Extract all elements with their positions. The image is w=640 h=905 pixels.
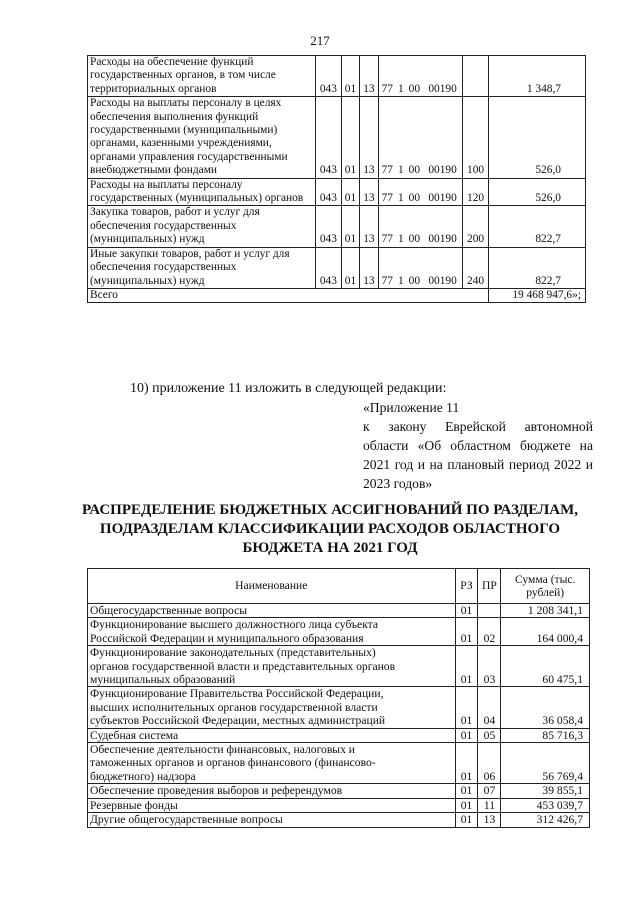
pr-code: 13 — [478, 813, 501, 827]
csr-direction: 00190 — [423, 247, 463, 288]
csr-direction: 00190 — [423, 206, 463, 247]
row-amount: 526,0 — [488, 97, 585, 178]
row-amount: 312 426,7 — [501, 813, 590, 827]
table-row — [88, 618, 590, 646]
table-row — [88, 646, 590, 687]
pr-code: 05 — [478, 728, 501, 742]
rz-code: 01 — [341, 97, 359, 178]
vr-code: 200 — [463, 206, 489, 247]
pr-code: 13 — [360, 247, 378, 288]
csr-main: 00 — [406, 247, 423, 288]
table-row — [88, 178, 586, 206]
csr-subprogram: 1 — [396, 247, 406, 288]
row-amount: 56 769,4 — [501, 743, 590, 784]
csr-direction: 00190 — [423, 97, 463, 178]
csr-main: 00 — [406, 56, 423, 97]
header-amount: Сумма (тыс. рублей) — [501, 569, 590, 604]
row-amount: 1 348,7 — [488, 56, 585, 97]
table-row — [88, 743, 590, 784]
table-row — [88, 247, 586, 288]
row-name: Функционирование Правительства Российской Федерации, высших исполнительных органов государственной власти субъектов Российской Федерации, местных администраций — [88, 687, 456, 728]
csr-program: 77 — [378, 178, 396, 206]
vr-code: 100 — [463, 97, 489, 178]
rz-code: 01 — [455, 646, 478, 687]
vr-code: 120 — [463, 178, 489, 206]
row-name: Обеспечение деятельности финансовых, налоговых и таможенных органов и органов финансового (финансово- бюджетного) надзора — [88, 743, 456, 784]
table-row — [88, 687, 590, 728]
table-row — [88, 206, 586, 247]
row-amount: 453 039,7 — [501, 798, 590, 812]
row-name: Общегосударственные вопросы — [88, 604, 456, 618]
row-name: Закупка товаров, работ и услуг для обеспечения государственных (муниципальных) нужд — [88, 206, 316, 247]
row-amount: 60 475,1 — [501, 646, 590, 687]
row-name: Расходы на выплаты персоналу государственных (муниципальных) органов — [88, 178, 316, 206]
row-amount: 526,0 — [488, 178, 585, 206]
total-row — [88, 288, 586, 302]
rz-code: 01 — [455, 798, 478, 812]
row-name: Функционирование законодательных (представительных) органов государственной власти и представительных органов муниципальных образований — [88, 646, 456, 687]
row-name: Резервные фонды — [88, 798, 456, 812]
csr-program: 77 — [378, 56, 396, 97]
pr-code: 13 — [360, 97, 378, 178]
csr-program: 77 — [378, 247, 396, 288]
pr-code: 13 — [360, 178, 378, 206]
table-row — [88, 728, 590, 742]
row-name: Расходы на обеспечение функций государственных органов, в том числе территориальных органов — [88, 56, 316, 97]
allocation-table — [87, 568, 590, 828]
ved-code: 043 — [316, 56, 342, 97]
total-amount: 19 468 947,6»; — [488, 288, 585, 302]
csr-subprogram: 1 — [396, 178, 406, 206]
pr-code: 11 — [478, 798, 501, 812]
row-name: Другие общегосударственные вопросы — [88, 813, 456, 827]
csr-main: 00 — [406, 97, 423, 178]
pr-code: 04 — [478, 687, 501, 728]
rz-code: 01 — [455, 784, 478, 798]
table-row — [88, 604, 590, 618]
rz-code: 01 — [341, 178, 359, 206]
row-name: Иные закупки товаров, работ и услуг для обеспечения государственных (муниципальных) нужд — [88, 247, 316, 288]
row-name: Расходы на выплаты персоналу в целях обеспечения выполнения функций государственными (муниципальными) органами, казенными учреждениями, органами управления государственными внебюджетными фондами — [88, 97, 316, 178]
row-amount: 822,7 — [488, 247, 585, 288]
rz-code: 01 — [455, 743, 478, 784]
ved-code: 043 — [316, 178, 342, 206]
csr-subprogram: 1 — [396, 206, 406, 247]
rz-code: 01 — [455, 687, 478, 728]
row-name: Судебная система — [88, 728, 456, 742]
vr-code: 240 — [463, 247, 489, 288]
pr-code: 07 — [478, 784, 501, 798]
ved-code: 043 — [316, 97, 342, 178]
pr-code — [478, 604, 501, 618]
page-number: 217 — [310, 33, 330, 48]
rz-code: 01 — [455, 604, 478, 618]
row-amount: 85 716,3 — [501, 728, 590, 742]
annex-title: «Приложение 11 — [363, 400, 460, 415]
pr-code: 13 — [360, 206, 378, 247]
rz-code: 01 — [455, 813, 478, 827]
row-amount: 164 000,4 — [501, 618, 590, 646]
table-row — [88, 784, 590, 798]
table-row — [88, 97, 586, 178]
pr-code: 02 — [478, 618, 501, 646]
csr-direction: 00190 — [423, 56, 463, 97]
csr-program: 77 — [378, 97, 396, 178]
table-header-row — [88, 569, 590, 604]
csr-main: 00 — [406, 206, 423, 247]
table-row — [88, 813, 590, 827]
header-name: Наименование — [88, 569, 456, 604]
total-label: Всего — [88, 288, 489, 302]
ved-code: 043 — [316, 247, 342, 288]
csr-direction: 00190 — [423, 178, 463, 206]
ved-code: 043 — [316, 206, 342, 247]
section-heading: РАСПРЕДЕЛЕНИЕ БЮДЖЕТНЫХ АССИГНОВАНИЙ ПО РАЗДЕЛАМ, ПОДРАЗДЕЛАМ КЛАССИФИКАЦИИ РАСХОДОВ ОБЛАСТНОГО БЮДЖЕТА НА 2021 ГОД — [82, 502, 578, 556]
pr-code: 03 — [478, 646, 501, 687]
vr-code — [463, 56, 489, 97]
annex-reference — [363, 398, 593, 493]
pr-code: 13 — [360, 56, 378, 97]
row-amount: 1 208 341,1 — [501, 604, 590, 618]
amendment-clause: 10) приложение 11 изложить в следующей редакции: — [130, 381, 447, 396]
row-name: Обеспечение проведения выборов и референдумов — [88, 784, 456, 798]
expenditure-table — [87, 55, 586, 303]
row-amount: 39 855,1 — [501, 784, 590, 798]
table-row — [88, 798, 590, 812]
header-rz: РЗ — [455, 569, 478, 604]
annex-law-reference: к закону Еврейской автономной области «Об областном бюджете на 2021 год и на плановый период 2022 и 2023 годов» — [363, 419, 593, 491]
rz-code: 01 — [341, 206, 359, 247]
rz-code: 01 — [341, 247, 359, 288]
pr-code: 06 — [478, 743, 501, 784]
row-amount: 822,7 — [488, 206, 585, 247]
csr-main: 00 — [406, 178, 423, 206]
rz-code: 01 — [341, 56, 359, 97]
header-pr: ПР — [478, 569, 501, 604]
rz-code: 01 — [455, 618, 478, 646]
rz-code: 01 — [455, 728, 478, 742]
csr-subprogram: 1 — [396, 56, 406, 97]
csr-subprogram: 1 — [396, 97, 406, 178]
table-row — [88, 56, 586, 97]
csr-program: 77 — [378, 206, 396, 247]
row-amount: 36 058,4 — [501, 687, 590, 728]
row-name: Функционирование высшего должностного лица субъекта Российской Федерации и муниципального образования — [88, 618, 456, 646]
